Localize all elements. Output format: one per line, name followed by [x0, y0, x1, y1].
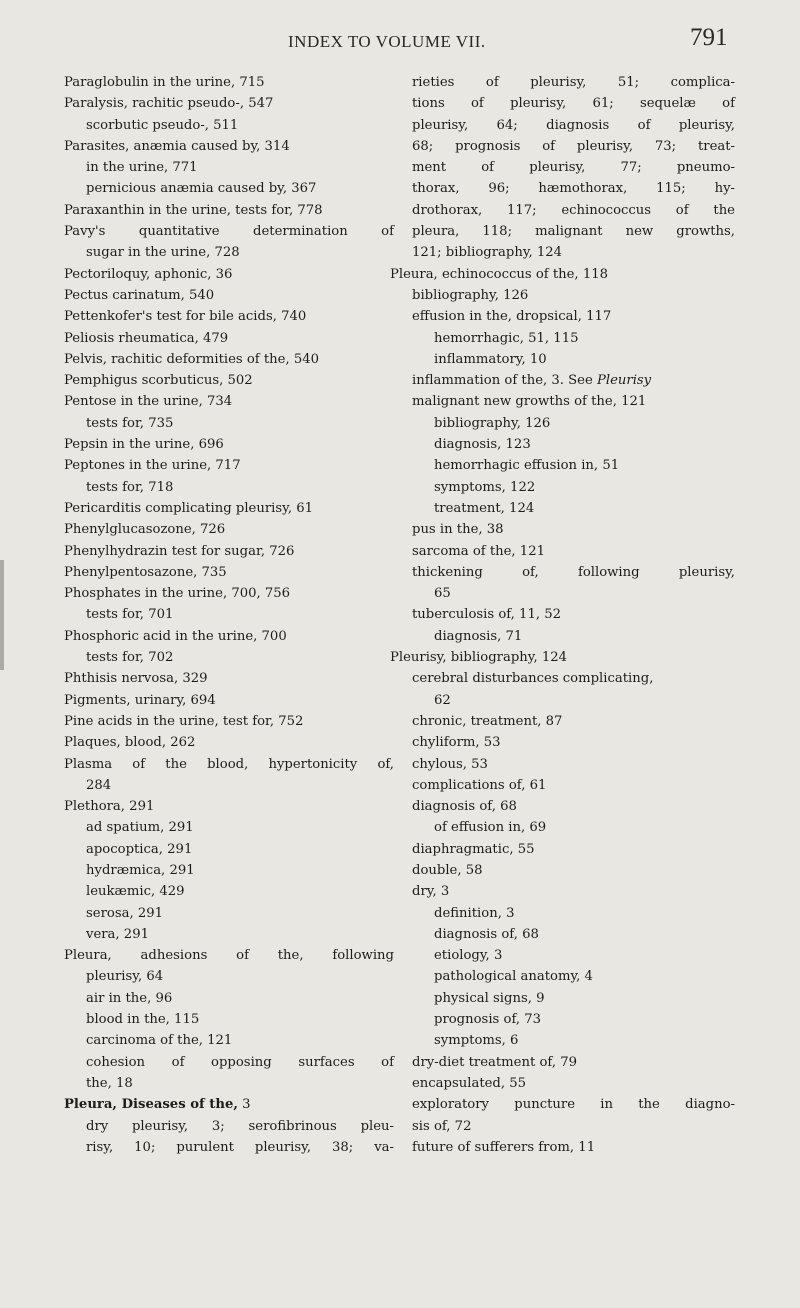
index-entry: blood in the, 115 [86, 1012, 200, 1028]
index-entry: drothorax, 117; echinococcus of the [412, 202, 735, 218]
index-entry: hydræmica, 291 [86, 862, 195, 878]
index-entry: tions of pleurisy, 61; sequelæ of [412, 96, 735, 112]
index-entry: ad spatium, 291 [86, 820, 194, 836]
index-entry: chyliform, 53 [412, 735, 501, 751]
index-entry: sarcoma of the, 121 [412, 543, 545, 559]
index-entry: leukæmic, 429 [86, 884, 185, 900]
index-entry: Plasma of the blood, hypertonicity of, [64, 756, 394, 772]
index-entry: Phosphates in the urine, 700, 756 [64, 586, 291, 602]
index-entry: Plethora, 291 [64, 799, 155, 815]
index-entry: tests for, 718 [86, 479, 174, 495]
index-entry: Pectus carinatum, 540 [64, 287, 215, 303]
index-entry: diagnosis of, 68 [434, 926, 539, 942]
index-entry: bibliography, 126 [434, 415, 551, 431]
index-entry: symptoms, 122 [434, 479, 536, 495]
index-entry: Phosphoric acid in the urine, 700 [64, 628, 287, 644]
cross-reference: Pleurisy [597, 373, 652, 389]
index-entry: Paraxanthin in the urine, tests for, 778 [64, 202, 323, 218]
index-heading-bold: Pleura, Diseases of the, [64, 1097, 238, 1113]
index-entry: Phenylpentosazone, 735 [64, 564, 227, 580]
index-entry: diagnosis of, 68 [412, 799, 517, 815]
index-entry: 284 [86, 777, 112, 793]
index-entry: treatment, 124 [434, 500, 535, 516]
index-entry: pernicious anæmia caused by, 367 [86, 181, 317, 197]
index-entry: effusion in the, dropsical, 117 [412, 309, 612, 325]
index-entry: symptoms, 6 [434, 1033, 519, 1049]
index-entry: tests for, 702 [86, 650, 174, 666]
index-entry: Pemphigus scorbuticus, 502 [64, 373, 253, 389]
index-entry: pathological anatomy, 4 [434, 969, 593, 985]
index-entry: of effusion in, 69 [434, 820, 547, 836]
index-entry: ment of pleurisy, 77; pneumo- [412, 160, 735, 176]
index-entry: pus in the, 38 [412, 522, 504, 538]
index-entry: double, 58 [412, 862, 483, 878]
index-entry: Paralysis, rachitic pseudo-, 547 [64, 96, 274, 112]
index-entry: diagnosis, 71 [434, 628, 523, 644]
index-entry: 121; bibliography, 124 [412, 245, 563, 261]
index-entry: dry-diet treatment of, 79 [412, 1054, 577, 1070]
index-entry: chylous, 53 [412, 756, 488, 772]
index-entry: Pavy's quantitative determination of [64, 224, 394, 240]
index-entry: Pettenkofer's test for bile acids, 740 [64, 309, 307, 325]
index-entry: inflammation of the, 3. See Pleurisy [412, 373, 652, 389]
index-entry: the, 18 [86, 1075, 133, 1091]
index-entry: serosa, 291 [86, 905, 164, 921]
index-entry: pleurisy, 64; diagnosis of pleurisy, [412, 117, 735, 133]
index-entry: carcinoma of the, 121 [86, 1033, 233, 1049]
index-entry: Pericarditis complicating pleurisy, 61 [64, 500, 314, 516]
index-entry: risy, 10; purulent pleurisy, 38; va- [86, 1139, 394, 1155]
index-entry: rieties of pleurisy, 51; complica- [412, 75, 735, 90]
index-entry: pleurisy, 64 [86, 969, 164, 985]
running-head: INDEX TO VOLUME VII. [288, 32, 486, 51]
index-entry: exploratory puncture in the diagno- [412, 1097, 735, 1113]
index-entry: definition, 3 [434, 905, 515, 921]
index-entry: scorbutic pseudo-, 511 [86, 117, 239, 133]
index-entry: diagnosis, 123 [434, 437, 531, 453]
index-entry: Paraglobulin in the urine, 715 [64, 75, 265, 90]
index-entry: thickening of, following pleurisy, [412, 564, 735, 580]
index-entry: tests for, 735 [86, 415, 174, 431]
index-entry: physical signs, 9 [434, 990, 545, 1006]
index-entry: dry, 3 [412, 884, 450, 900]
index-entry: Phenylglucasozone, 726 [64, 522, 226, 538]
index-entry: etiology, 3 [434, 948, 503, 964]
index-entry: hemorrhagic effusion in, 51 [434, 458, 620, 474]
index-entry: Pleurisy, bibliography, 124 [390, 650, 568, 666]
index-entry: inflammatory, 10 [434, 351, 547, 367]
page-number: 791 [690, 24, 728, 51]
index-entry: encapsulated, 55 [412, 1075, 527, 1091]
index-entry: air in the, 96 [86, 990, 173, 1006]
index-entry: dry pleurisy, 3; serofibrinous pleu- [86, 1118, 394, 1134]
index-entry: Pepsin in the urine, 696 [64, 437, 224, 453]
index-entry: apocoptica, 291 [86, 841, 193, 857]
index-entry: chronic, treatment, 87 [412, 713, 563, 729]
index-entry: Pine acids in the urine, test for, 752 [64, 713, 304, 729]
index-entry: Parasites, anæmia caused by, 314 [64, 138, 290, 154]
index-entry: Pleura, echinococcus of the, 118 [390, 266, 608, 282]
index-entry: tuberculosis of, 11, 52 [412, 607, 562, 623]
index-entry: cohesion of opposing surfaces of [86, 1054, 394, 1070]
index-entry: vera, 291 [86, 926, 149, 942]
index-entry: Phenylhydrazin test for sugar, 726 [64, 543, 295, 559]
index-entry: Phthisis nervosa, 329 [64, 671, 208, 687]
index-entry: in the urine, 771 [86, 160, 198, 176]
index-entry: thorax, 96; hæmothorax, 115; hy- [412, 181, 735, 197]
index-entry: Pleura, adhesions of the, following [64, 948, 394, 964]
index-entry: pleura, 118; malignant new growths, [412, 224, 735, 240]
index-entry: Pleura, Diseases of the, 3 [64, 1097, 251, 1113]
index-entry: 68; prognosis of pleurisy, 73; treat- [412, 138, 735, 154]
index-entry: Peliosis rheumatica, 479 [64, 330, 229, 346]
page-edge-shadow [0, 560, 4, 670]
index-entry: malignant new growths of the, 121 [412, 394, 647, 410]
index-entry: bibliography, 126 [412, 287, 529, 303]
index-entry: tests for, 701 [86, 607, 174, 623]
index-entry: future of sufferers from, 11 [412, 1139, 596, 1155]
index-entry: 62 [434, 692, 451, 708]
index-entry: Pectoriloquy, aphonic, 36 [64, 266, 233, 282]
index-entry: 65 [434, 586, 451, 602]
index-entry: Pentose in the urine, 734 [64, 394, 233, 410]
index-entry: sugar in the urine, 728 [86, 245, 240, 261]
index-entry: complications of, 61 [412, 777, 547, 793]
index-entry: Plaques, blood, 262 [64, 735, 196, 751]
index-entry: hemorrhagic, 51, 115 [434, 330, 579, 346]
index-entry: prognosis of, 73 [434, 1012, 542, 1028]
index-entry: sis of, 72 [412, 1118, 472, 1134]
index-entry: Peptones in the urine, 717 [64, 458, 241, 474]
index-entry: Pelvis, rachitic deformities of the, 540 [64, 351, 320, 367]
index-column-left [64, 72, 394, 1158]
index-entry: diaphragmatic, 55 [412, 841, 535, 857]
index-entry: cerebral disturbances complicating, [412, 671, 654, 687]
index-column-right [390, 72, 735, 1158]
index-entry: Pigments, urinary, 694 [64, 692, 216, 708]
